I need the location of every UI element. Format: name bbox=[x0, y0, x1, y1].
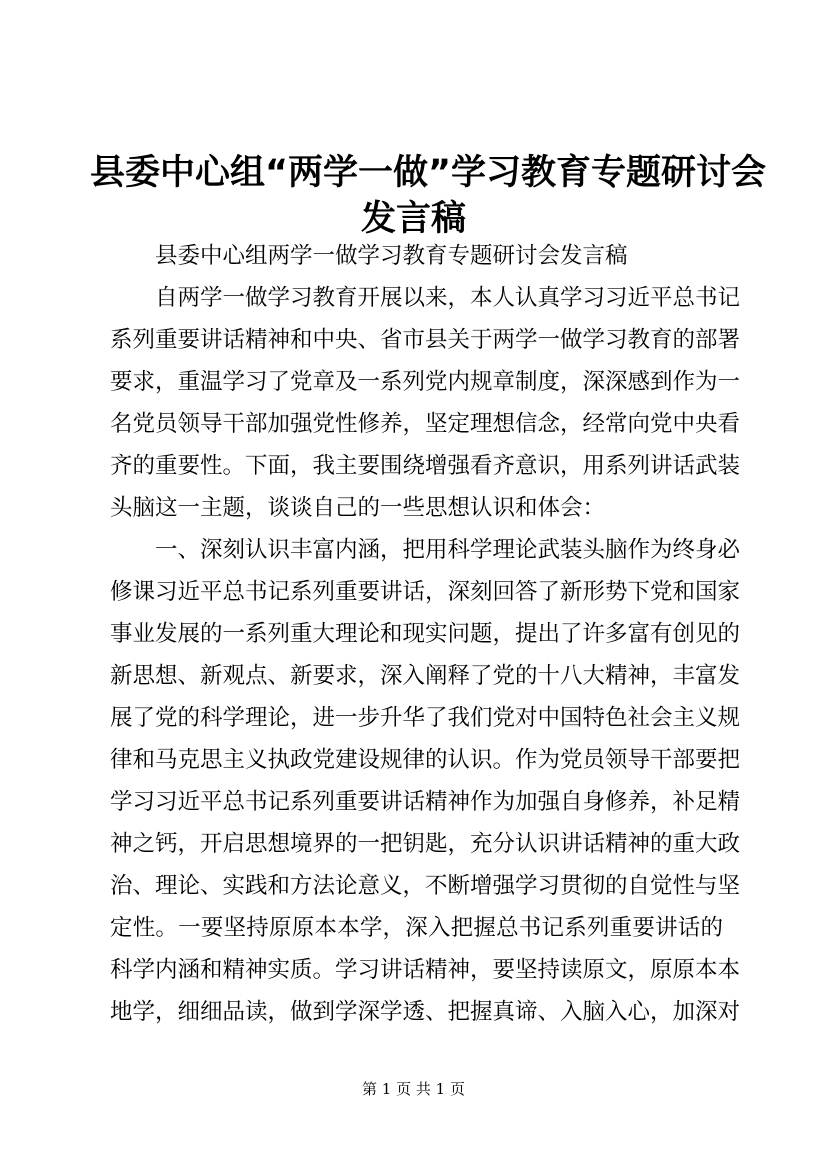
body-line: 系列重要讲话精神和中央、省市县关于两学一做学习教育的部署 bbox=[110, 327, 741, 353]
body-line: 齐的重要性。下面，我主要围绕增强看齐意识，用系列讲话武装 bbox=[110, 453, 741, 479]
body-line: 治、理论、实践和方法论意义，不断增强学习贯彻的自觉性与坚 bbox=[110, 873, 741, 899]
subtitle-line: 县委中心组两学一做学习教育专题研讨会发言稿 bbox=[155, 243, 628, 269]
body-line: 展了党的科学理论，进一步升华了我们党对中国特色社会主义规 bbox=[110, 705, 741, 731]
body-line: 新思想、新观点、新要求，深入阐释了党的十八大精神，丰富发 bbox=[110, 663, 741, 689]
body-line: 修课习近平总书记系列重要讲话，深刻回答了新形势下党和国家 bbox=[110, 579, 741, 605]
body-line: 学习习近平总书记系列重要讲话精神作为加强自身修养，补足精 bbox=[110, 789, 741, 815]
document-title-line-1: 县委中心组“两学一做”学习教育专题研讨会 bbox=[90, 153, 767, 193]
body-line: 定性。一要坚持原原本本学，深入把握总书记系列重要讲话的 bbox=[110, 915, 723, 941]
body-line: 事业发展的一系列重大理论和现实问题，提出了许多富有创见的 bbox=[110, 621, 741, 647]
body-line: 头脑这一主题，谈谈自己的一些思想认识和体会： bbox=[110, 495, 606, 521]
document-title-line-2: 发言稿 bbox=[360, 199, 466, 239]
body-line: 律和马克思主义执政党建设规律的认识。作为党员领导干部要把 bbox=[110, 747, 741, 773]
body-line: 自两学一做学习教育开展以来，本人认真学习习近平总书记 bbox=[155, 285, 741, 311]
page-footer: 第 1 页 共 1 页 bbox=[362, 1080, 465, 1098]
body-line: 名党员领导干部加强党性修养，坚定理想信念，经常向党中央看 bbox=[110, 411, 741, 437]
body-line: 科学内涵和精神实质。学习讲话精神，要坚持读原文，原原本本 bbox=[110, 957, 741, 983]
body-line: 神之钙，开启思想境界的一把钥匙，充分认识讲话精神的重大政 bbox=[110, 831, 741, 857]
body-line: 要求，重温学习了党章及一系列党内规章制度，深深感到作为一 bbox=[110, 369, 741, 395]
body-line: 地学，细细品读，做到学深学透、把握真谛、入脑入心，加深对 bbox=[110, 999, 741, 1025]
body-line: 一、深刻认识丰富内涵，把用科学理论武装头脑作为终身必 bbox=[155, 537, 741, 563]
